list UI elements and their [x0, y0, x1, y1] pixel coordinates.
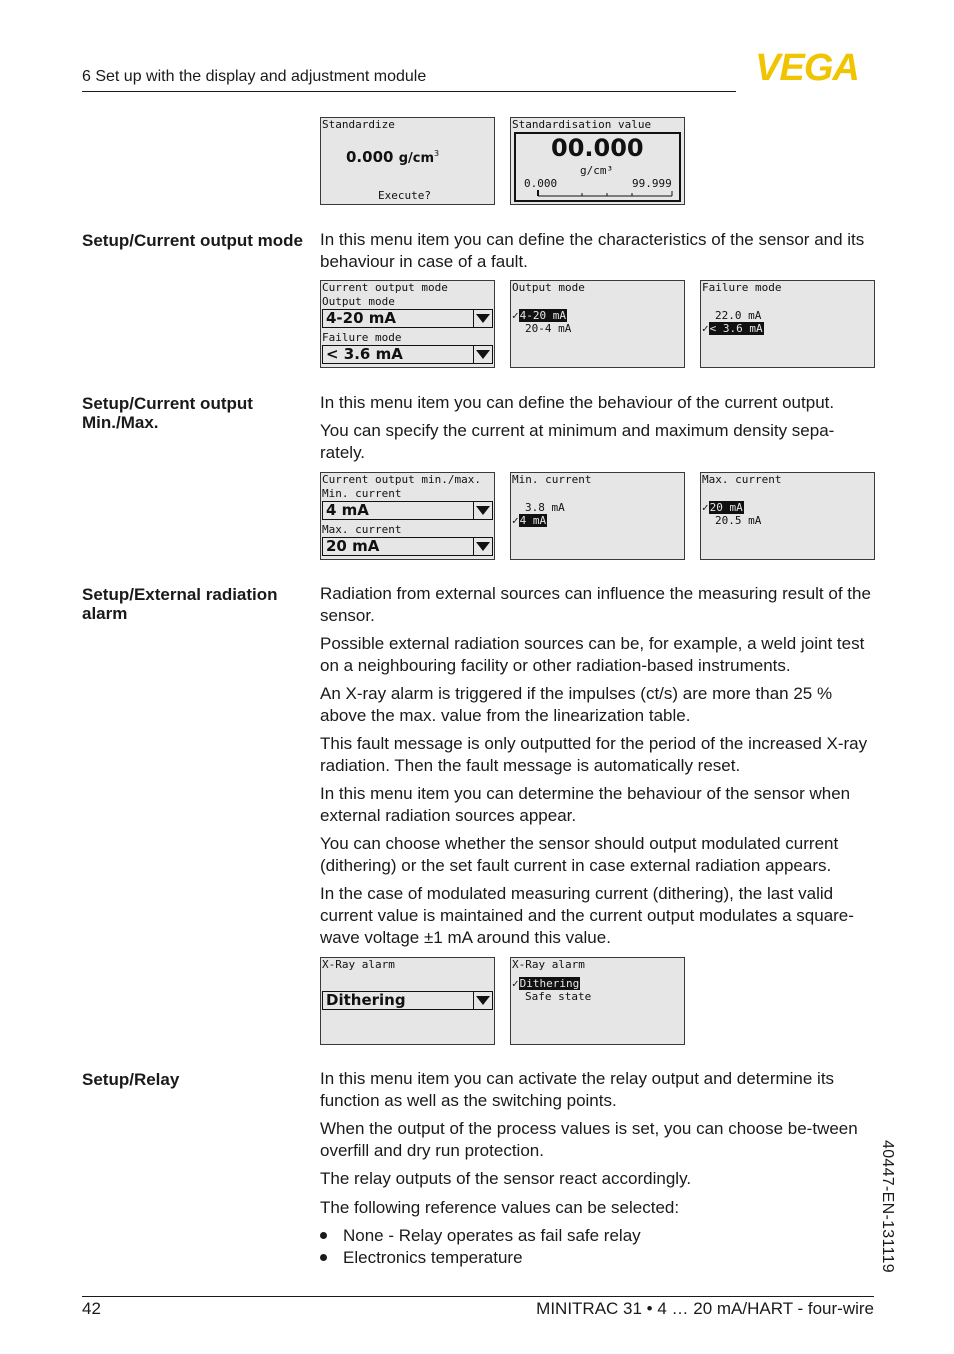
option-selected[interactable]: 4 mA	[519, 514, 547, 527]
vega-logo-text: VEGA	[755, 50, 859, 84]
option[interactable]: 22.0 mA	[715, 309, 762, 322]
paragraph: The following reference values can be selected:	[320, 1198, 680, 1217]
dropdown-arrow-icon	[473, 992, 492, 1009]
lcd-current-output-mode	[320, 280, 495, 368]
value-editor-frame	[514, 132, 681, 202]
standardize-unit: g/cm	[398, 151, 434, 166]
execute-prompt[interactable]: Execute?	[378, 189, 431, 202]
paragraph: Radiation from external sources can influence the measuring result of the sensor.	[320, 584, 871, 625]
paragraph: In the case of modulated measuring current (dithering), the last valid current value is maintained and the current output modulates a square-wave voltage ±1 mA around this value.	[320, 884, 854, 947]
chapter-header: 6 Set up with the display and adjustment module	[82, 68, 427, 85]
lcd-failure-mode	[700, 280, 875, 368]
lcd-title: Failure mode	[702, 281, 782, 294]
lcd-label: Max. current	[322, 523, 402, 536]
range-scale	[522, 188, 677, 198]
lcd-title: Standardize	[322, 118, 395, 131]
xray-alarm-dropdown[interactable]	[322, 991, 493, 1010]
option-selected[interactable]: 4-20 mA	[519, 309, 566, 322]
option[interactable]: 20-4 mA	[525, 322, 572, 335]
failure-mode-dropdown[interactable]	[322, 345, 493, 364]
dropdown-value: 20 mA	[326, 537, 380, 555]
lcd-max-current	[700, 472, 875, 560]
paragraph: When the output of the process values is set, you can choose be-tween overfill and dry run protection.	[320, 1119, 858, 1160]
standardize-unit-sup: 3	[434, 149, 440, 158]
section-title-current-output-mode: Setup/Current output mode	[82, 231, 303, 250]
option[interactable]: 20.5 mA	[715, 514, 762, 527]
checkmark-icon: ✓	[702, 322, 709, 335]
paragraph: You can specify the current at minimum and maximum density sepa-rately.	[320, 421, 835, 462]
paragraph: You can choose whether the sensor should output modulated current (dithering) or the set fault current in case external radiation appears.	[320, 834, 839, 875]
min-current-dropdown[interactable]	[322, 501, 493, 520]
standardize-value: 0.000	[346, 148, 394, 166]
section-title-relay: Setup/Relay	[82, 1070, 180, 1089]
dropdown-arrow-icon	[473, 502, 492, 519]
dropdown-value: Dithering	[326, 991, 406, 1009]
lcd-xray-alarm	[320, 957, 495, 1045]
range-max: 99.999	[632, 177, 672, 190]
max-current-dropdown[interactable]	[322, 537, 493, 556]
footer-rule	[82, 1296, 874, 1297]
lcd-standardize	[320, 117, 495, 205]
lcd-min-current	[510, 472, 685, 560]
lcd-title: Min. current	[512, 473, 592, 486]
list-item: None - Relay operates as fail safe relay	[320, 1225, 641, 1247]
dropdown-value: < 3.6 mA	[326, 345, 403, 363]
lcd-title: X-Ray alarm	[322, 958, 395, 971]
lcd-output-mode	[510, 280, 685, 368]
standardisation-unit: g/cm³	[580, 164, 614, 177]
paragraph: In this menu item you can activate the relay output and determine its function as well as the switching points.	[320, 1069, 835, 1110]
option-selected[interactable]: Dithering	[519, 977, 580, 990]
option-selected[interactable]: < 3.6 mA	[709, 322, 763, 335]
lcd-current-output-minmax	[320, 472, 495, 560]
paragraph: The relay outputs of the sensor react accordingly.	[320, 1169, 692, 1188]
paragraph: Possible external radiation sources can be, for example, a weld joint test on a neighbouring facility or other radiation-based instruments.	[320, 634, 865, 675]
dropdown-arrow-icon	[473, 538, 492, 555]
paragraph: In this menu item you can define the behaviour of the current output.	[320, 393, 835, 412]
bullet-icon	[320, 1254, 327, 1261]
option-selected[interactable]: 20 mA	[709, 501, 743, 514]
checkmark-icon: ✓	[512, 309, 519, 322]
paragraph: An X-ray alarm is triggered if the impulses (ct/s) are more than 25 % above the max. value from the linearization table.	[320, 684, 833, 725]
vega-logo	[740, 50, 874, 84]
dropdown-value: 4 mA	[326, 501, 369, 519]
dropdown-value: 4-20 mA	[326, 309, 396, 327]
paragraph: This fault message is only outputted for the period of the increased X-ray radiation. Then the fault message is automatically reset.	[320, 734, 868, 775]
lcd-title: X-Ray alarm	[512, 958, 585, 971]
lcd-title: Current output min./max.	[322, 473, 481, 486]
paragraph: In this menu item you can determine the behaviour of the sensor when external radiation sources appear.	[320, 784, 851, 825]
bullet-icon	[320, 1232, 327, 1239]
checkmark-icon: ✓	[512, 977, 519, 990]
lcd-label: Min. current	[322, 487, 402, 500]
header-rule	[82, 91, 736, 92]
checkmark-icon: ✓	[512, 514, 519, 527]
lcd-label: Output mode	[322, 295, 395, 308]
list-item: Electronics temperature	[320, 1247, 523, 1269]
option[interactable]: Safe state	[525, 990, 592, 1003]
paragraph: In this menu item you can define the characteristics of the sensor and its behaviour in case of a fault.	[320, 230, 865, 271]
document-title: MINITRAC 31 • 4 … 20 mA/HART - four-wire	[536, 1299, 874, 1318]
lcd-title: Standardisation value	[512, 118, 652, 131]
section-title-external-radiation: Setup/External radiation alarm	[82, 585, 278, 623]
lcd-label: Failure mode	[322, 331, 402, 344]
dropdown-arrow-icon	[473, 310, 492, 327]
range-min: 0.000	[524, 177, 558, 190]
option[interactable]: 3.8 mA	[525, 501, 565, 514]
section-title-current-output-minmax: Setup/Current output Min./Max.	[82, 394, 253, 432]
output-mode-dropdown[interactable]	[322, 309, 493, 328]
lcd-title: Max. current	[702, 473, 782, 486]
page-number: 42	[82, 1299, 101, 1318]
lcd-xray-alarm-options	[510, 957, 685, 1045]
lcd-standardisation-value	[510, 117, 685, 205]
lcd-title: Output mode	[512, 281, 585, 294]
document-code: 40447-EN-131119	[879, 1140, 896, 1273]
checkmark-icon: ✓	[702, 501, 709, 514]
standardisation-value-field[interactable]: 00.000	[551, 134, 644, 162]
dropdown-arrow-icon	[473, 346, 492, 363]
lcd-title: Current output mode	[322, 281, 448, 294]
